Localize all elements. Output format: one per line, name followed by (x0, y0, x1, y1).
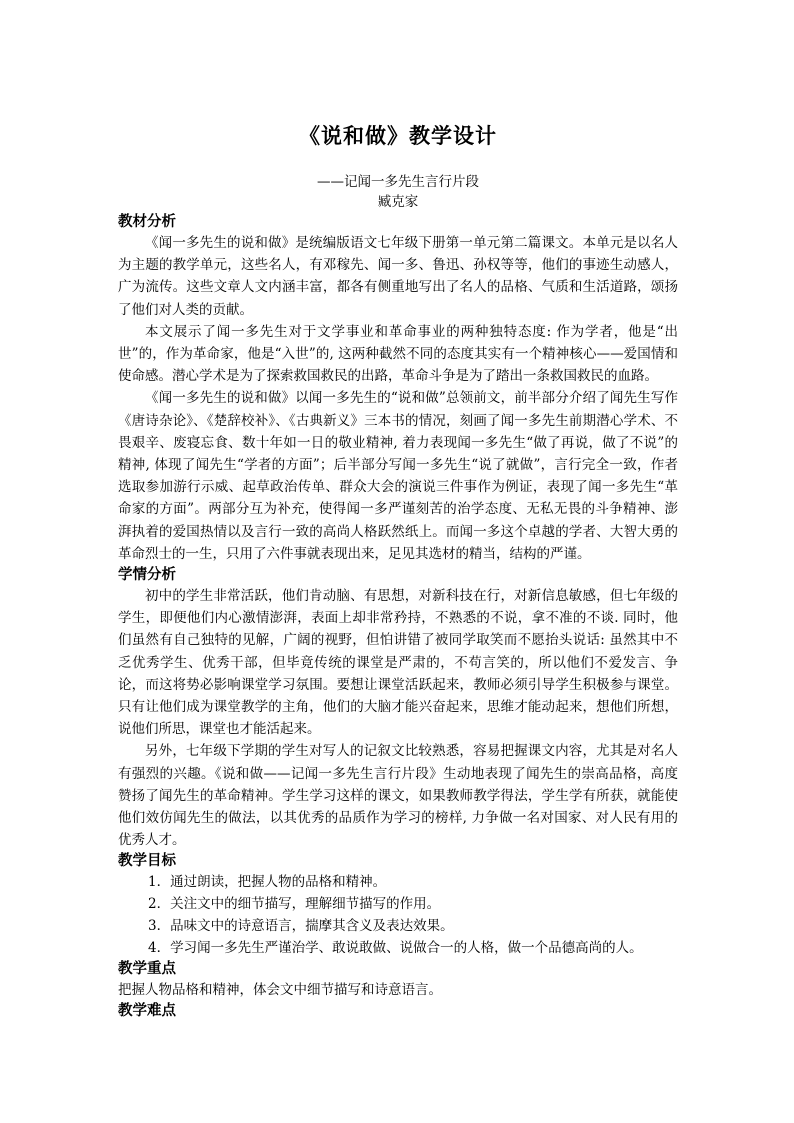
goal-item-2: 2．关注文中的细节描写，理解细节描写的作用。 (148, 896, 441, 913)
goal-item-1: 1．通过朗读，把握人物的品格和精神。 (148, 874, 387, 891)
section-heading-textbook: 教材分析 (118, 214, 176, 230)
textbook-paragraph-1: 《闻一多先生的说和做》是统编版语文七年级下册第一单元第二篇课文。本单元是以名人为主题的教学单元，这些名人，有邓稼先、闻一多、鲁迅、孙权等等，他们的事迹生动感人，广为流传。这些文章人文内涵丰富，都各有侧重地写出了名人的品格、气质和生活道路，颂扬了他们对人类的贡献。 (118, 235, 678, 318)
section-heading-students: 学情分析 (118, 567, 176, 584)
document-author: 臧克家 (377, 194, 419, 210)
section-heading-difficulty: 教学难点 (118, 1003, 176, 1020)
document-title: 《说和做》教学设计 (299, 123, 497, 148)
students-paragraph-1: 初中的学生非常活跃，他们肯动脑、有思想，对新科技在行，对新信息敏感，但七年级的学生，即便他们内心激情澎湃，表面上却非常矜持，不熟悉的不说，拿不准的不谈. 同时，他们虽然有自己独特的见解，广阔的视野，但怕讲错了被同学取笑而不愿抬头说话: 虽然其中不乏优秀学生、优秀干部，但毕竟传统的课堂是严肃的，不苟言笑的，所以他们不爱发言、争论，而这将势必影响课堂学习氛围。要想让课堂活跃起来，教师必须引导学生积极参与课堂。只有让他们成为课堂教学的主角，他们的大脑才能兴奋起来，思维才能动起来，想他们所想，说他们所思，课堂也才能活起来。 (118, 588, 678, 738)
section-heading-focus: 教学重点 (118, 961, 176, 978)
goal-item-3: 3．品味文中的诗意语言，揣摩其含义及表达效果。 (148, 918, 454, 935)
document-page (118, 118, 678, 1021)
focus-text: 把握人物品格和精神，体会文中细节描写和诗意语言。 (118, 982, 442, 999)
students-paragraph-2: 另外，七年级下学期的学生对写人的记叙文比较熟悉，容易把握课文内容，尤其是对名人有强烈的兴趣。《说和做——记闻一多先生言行片段》生动地表现了闻先生的崇高品格，高度赞扬了闻先生的革命精神。学生学习这样的课文，如果教师教学得法，学生学有所获，就能使他们效仿闻先生的做法，以其优秀的品质作为学习的榜样, 力争做一名对国家、对人民有用的优秀人才。 (118, 743, 678, 849)
textbook-paragraph-3: 《闻一多先生的说和做》以闻一多先生的“说和做”总领前文，前半部分介绍了闻先生写作《唐诗杂论》、《楚辞校补》、《古典新义》三本书的情况，刻画了闻一多先生前期潜心学术、不畏艰辛、废寝忘食、数十年如一日的敬业精神, 着力表现闻一多先生“做了再说，做了不说”的精神, 体现了闻先生“学者的方面”；后半部分写闻一多先生“说了就做”，言行完全一致，作者选取参加游行示威、起草政治传单、群众大会的演说三件事作为例证，表现了闻一多先生“革命家的方面”。两部分互为补充，使得闻一多严谨刻苦的治学态度、无私无畏的斗争精神、澎湃执着的爱国热情以及言行一致的高尚人格跃然纸上。而闻一多这个卓越的学者、大智大勇的革命烈士的一生，只用了六件事就表现出来，足见其选材的精当，结构的严谨。 (118, 390, 678, 562)
document-subtitle: ——记闻一多先生言行片段 (317, 174, 479, 190)
textbook-paragraph-2: 本文展示了闻一多先生对于文学事业和革命事业的两种独特态度: 作为学者，他是“出世”的，作为革命家，他是“入世”的, 这两种截然不同的态度其实有一个精神核心——爱国情和使命感。潜心学术是为了探索救国救民的出路，革命斗争是为了踏出一条救国救民的血路。 (118, 323, 678, 385)
goal-item-4: 4．学习闻一多先生严谨治学、敢说敢做、说做合一的人格，做一个品德高尚的人。 (148, 940, 643, 957)
section-heading-goals: 教学目标 (118, 853, 176, 870)
